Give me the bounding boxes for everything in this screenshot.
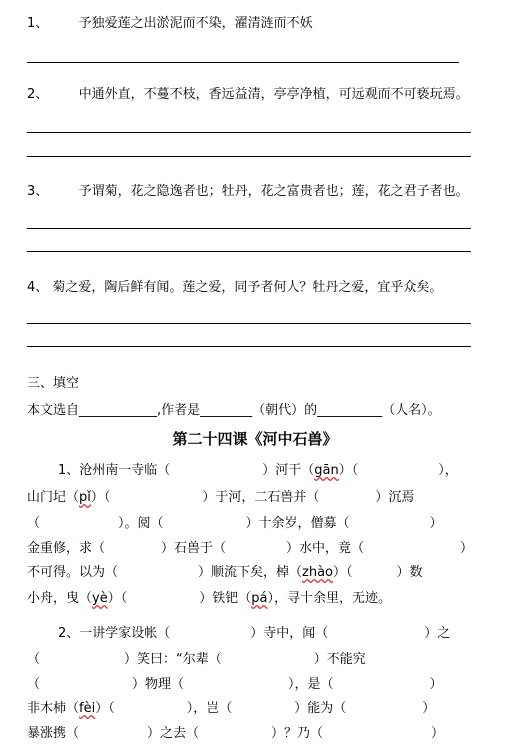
- lesson-line-3: （ ）。阅（ ）十余岁，僧募（ ）: [27, 516, 443, 531]
- translation-item-1: [27, 12, 313, 31]
- fill-blank-line: 本文选自____________,作者是________（朝代）的__________（人名）。: [27, 403, 441, 418]
- translation-item-4: [27, 276, 442, 295]
- answer-line: [27, 346, 471, 347]
- lesson-line-11: 暴涨携（ ）之去（ ）？乃（ ）: [27, 726, 445, 741]
- answer-line: [27, 323, 471, 324]
- item-text: 菊之爱，陶后鲜有闻。莲之爱，同予者何人？牡丹之爱，宜乎众矣。: [52, 280, 443, 295]
- lesson-line-8: （ ）笑曰：“尔辈（ ）不能究: [27, 652, 366, 667]
- answer-line: [27, 228, 471, 229]
- lesson-title: 第二十四课《河中石兽》: [172, 430, 338, 448]
- translation-item-3: [27, 180, 469, 199]
- item-number: 3、: [27, 184, 49, 199]
- item-number: 1、: [27, 16, 49, 31]
- lesson-line-10: 非木杮（fèi）（ ），岂（ ）能为（ ）: [27, 701, 436, 716]
- item-number: 4、: [27, 280, 49, 295]
- answer-line: [27, 251, 471, 252]
- lesson-line-9: （ ）物理（ ），是（ ）: [27, 677, 443, 692]
- lesson-line-4: 金重修，求（ ）石兽于（ ）水中，竟（ ）: [27, 541, 474, 556]
- answer-line: [27, 132, 471, 133]
- lesson-line-7: 2、一讲学家设帐（ ）寺中，闻（ ）之: [58, 626, 451, 641]
- lesson-line-5: 不可得。以为（ ）顺流下矣，棹（zhào）（ ）数: [27, 565, 423, 580]
- answer-line: [27, 62, 459, 63]
- answer-line: [27, 156, 471, 157]
- item-text: 予独爱莲之出淤泥而不染，濯清涟而不妖: [78, 16, 313, 31]
- item-number: 2、: [27, 87, 49, 102]
- item-text: 中通外直，不蔓不枝，香远益清，亭亭净植，可远观而不可亵玩焉。: [78, 87, 469, 102]
- section-heading: 三、填空: [27, 376, 80, 391]
- lesson-line-2: 山门圮（pǐ）（ ）于河，二石兽并（ ）沉焉: [27, 490, 415, 505]
- item-text: 予谓菊，花之隐逸者也；牡丹，花之富贵者也；莲，花之君子者也。: [78, 184, 469, 199]
- lesson-line-1: 1、沧州南一寺临（ ）河干（gān）（ ），: [58, 463, 458, 478]
- lesson-line-6: 小舟，曳（yè）（ ）铁钯（pá），寻十余里，无迹。: [27, 591, 391, 606]
- translation-item-2: [27, 83, 469, 102]
